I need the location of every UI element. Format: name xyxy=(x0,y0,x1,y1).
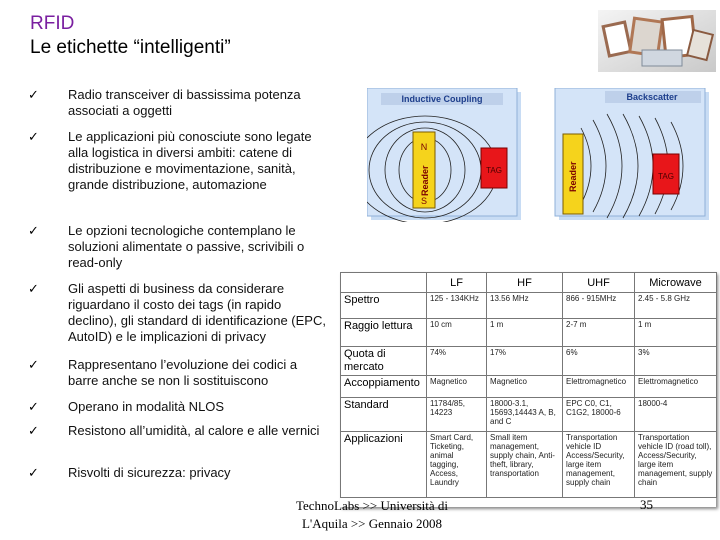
table-cell: 125 - 134KHz xyxy=(427,293,487,319)
column-header: LF xyxy=(427,273,487,293)
table-row xyxy=(341,293,717,319)
page-number: 35 xyxy=(640,497,653,512)
table-header-row xyxy=(341,273,717,293)
row-header: Accoppiamento xyxy=(341,376,427,398)
slide-title-line2: Le etichette “intelligenti” xyxy=(30,37,231,58)
row-header: Quota di mercato xyxy=(341,347,427,376)
table-cell: 2.45 - 5.8 GHz xyxy=(635,293,717,319)
check-icon: ✓ xyxy=(28,357,39,372)
bullet-text: Resistono all’umidità, al calore e alle vernici xyxy=(68,423,320,438)
reader-label-right: Reader xyxy=(568,161,578,192)
check-icon: ✓ xyxy=(28,281,39,296)
row-header: Standard xyxy=(341,398,427,432)
table-cell: 1 m xyxy=(635,319,717,347)
bullet-text: Risvolti di sicurezza: privacy xyxy=(68,465,231,480)
table-row xyxy=(341,432,717,498)
table-row xyxy=(341,376,717,398)
table-row xyxy=(341,319,717,347)
table-cell: 17% xyxy=(487,347,563,376)
bullet-text: Operano in modalità NLOS xyxy=(68,399,225,414)
check-icon: ✓ xyxy=(28,465,39,480)
table-row xyxy=(341,347,717,376)
table-cell: 11784/85, 14223 xyxy=(427,398,487,432)
slide-footer xyxy=(282,497,462,533)
bullet-text: Gli aspetti di business da considerare riguardano il costo dei tags (in rapido declino), gli standard di identificazione (EPC, AutoID) e le implicazioni di privacy xyxy=(68,281,326,344)
pole-s-label: S xyxy=(420,196,428,206)
column-header: HF xyxy=(487,273,563,293)
table-cell: 18000-4 xyxy=(635,398,717,432)
tag-label: TAG xyxy=(486,166,502,175)
rfid-coupling-diagram xyxy=(367,88,710,222)
table-cell: 10 cm xyxy=(427,319,487,347)
table-cell: Small item management, supply chain, Anti-theft, library, transportation xyxy=(487,432,563,498)
tag-label-right: TAG xyxy=(658,172,674,181)
table-cell: 2-7 m xyxy=(563,319,635,347)
table-cell: Magnetico xyxy=(427,376,487,398)
row-header: Raggio lettura xyxy=(341,319,427,347)
table-cell: 18000-3.1, 15693,14443 A, B, and C xyxy=(487,398,563,432)
table-cell: 13.56 MHz xyxy=(487,293,563,319)
bullet-text: Le applicazioni più conosciute sono legate alla logistica in diversi ambiti: catene di distribuzione e movimentazione, sanità, grande distribuzione, automazione xyxy=(68,129,312,192)
row-header: Spettro xyxy=(341,293,427,319)
table-cell: Magnetico xyxy=(487,376,563,398)
check-icon: ✓ xyxy=(28,129,39,144)
reader-label: Reader xyxy=(420,165,430,196)
pole-n-label: N xyxy=(420,142,428,152)
table-cell: 866 - 915MHz xyxy=(563,293,635,319)
check-icon: ✓ xyxy=(28,423,39,438)
check-icon: ✓ xyxy=(28,87,39,102)
bullet-text: Radio transceiver di bassissima potenza associati a oggetti xyxy=(68,87,301,118)
bullet-text: Le opzioni tecnologiche contemplano le soluzioni alimentate o passive, scrivibili o read-only xyxy=(68,223,305,270)
column-header: UHF xyxy=(563,273,635,293)
table-cell: 3% xyxy=(635,347,717,376)
table-cell: Elettromagnetico xyxy=(635,376,717,398)
table-cell: Transportation vehicle ID Access/Security, large item management, supply chain xyxy=(563,432,635,498)
table-cell: 74% xyxy=(427,347,487,376)
table-cell: Elettromagnetico xyxy=(563,376,635,398)
bullet-text: Rappresentano l’evoluzione dei codici a barre anche se non li sostituiscono xyxy=(68,357,298,388)
column-header: Microwave xyxy=(635,273,717,293)
table-cell: Smart Card, Ticketing, animal tagging, Access, Laundry xyxy=(427,432,487,498)
table-cell: EPC C0, C1, C1G2, 18000-6 xyxy=(563,398,635,432)
check-icon: ✓ xyxy=(28,399,39,414)
slide-title-line1: RFID xyxy=(30,13,75,34)
backscatter-title: Backscatter xyxy=(626,92,678,102)
check-icon: ✓ xyxy=(28,223,39,238)
inductive-coupling-title: Inductive Coupling xyxy=(401,94,483,104)
table-cell: 1 m xyxy=(487,319,563,347)
rfid-frequency-table xyxy=(340,272,716,507)
footer-line2: L'Aquila >> Gennaio 2008 xyxy=(301,516,443,531)
table-row xyxy=(341,398,717,432)
table-cell: 6% xyxy=(563,347,635,376)
column-header xyxy=(341,273,427,293)
rfid-tags-photo xyxy=(598,10,716,72)
table-cell: Transportation vehicle ID (road toll), Access/Security, large item management, supply chain xyxy=(635,432,717,498)
row-header: Applicazioni xyxy=(341,432,427,498)
footer-line1: TechnoLabs >> Università di xyxy=(295,498,449,513)
